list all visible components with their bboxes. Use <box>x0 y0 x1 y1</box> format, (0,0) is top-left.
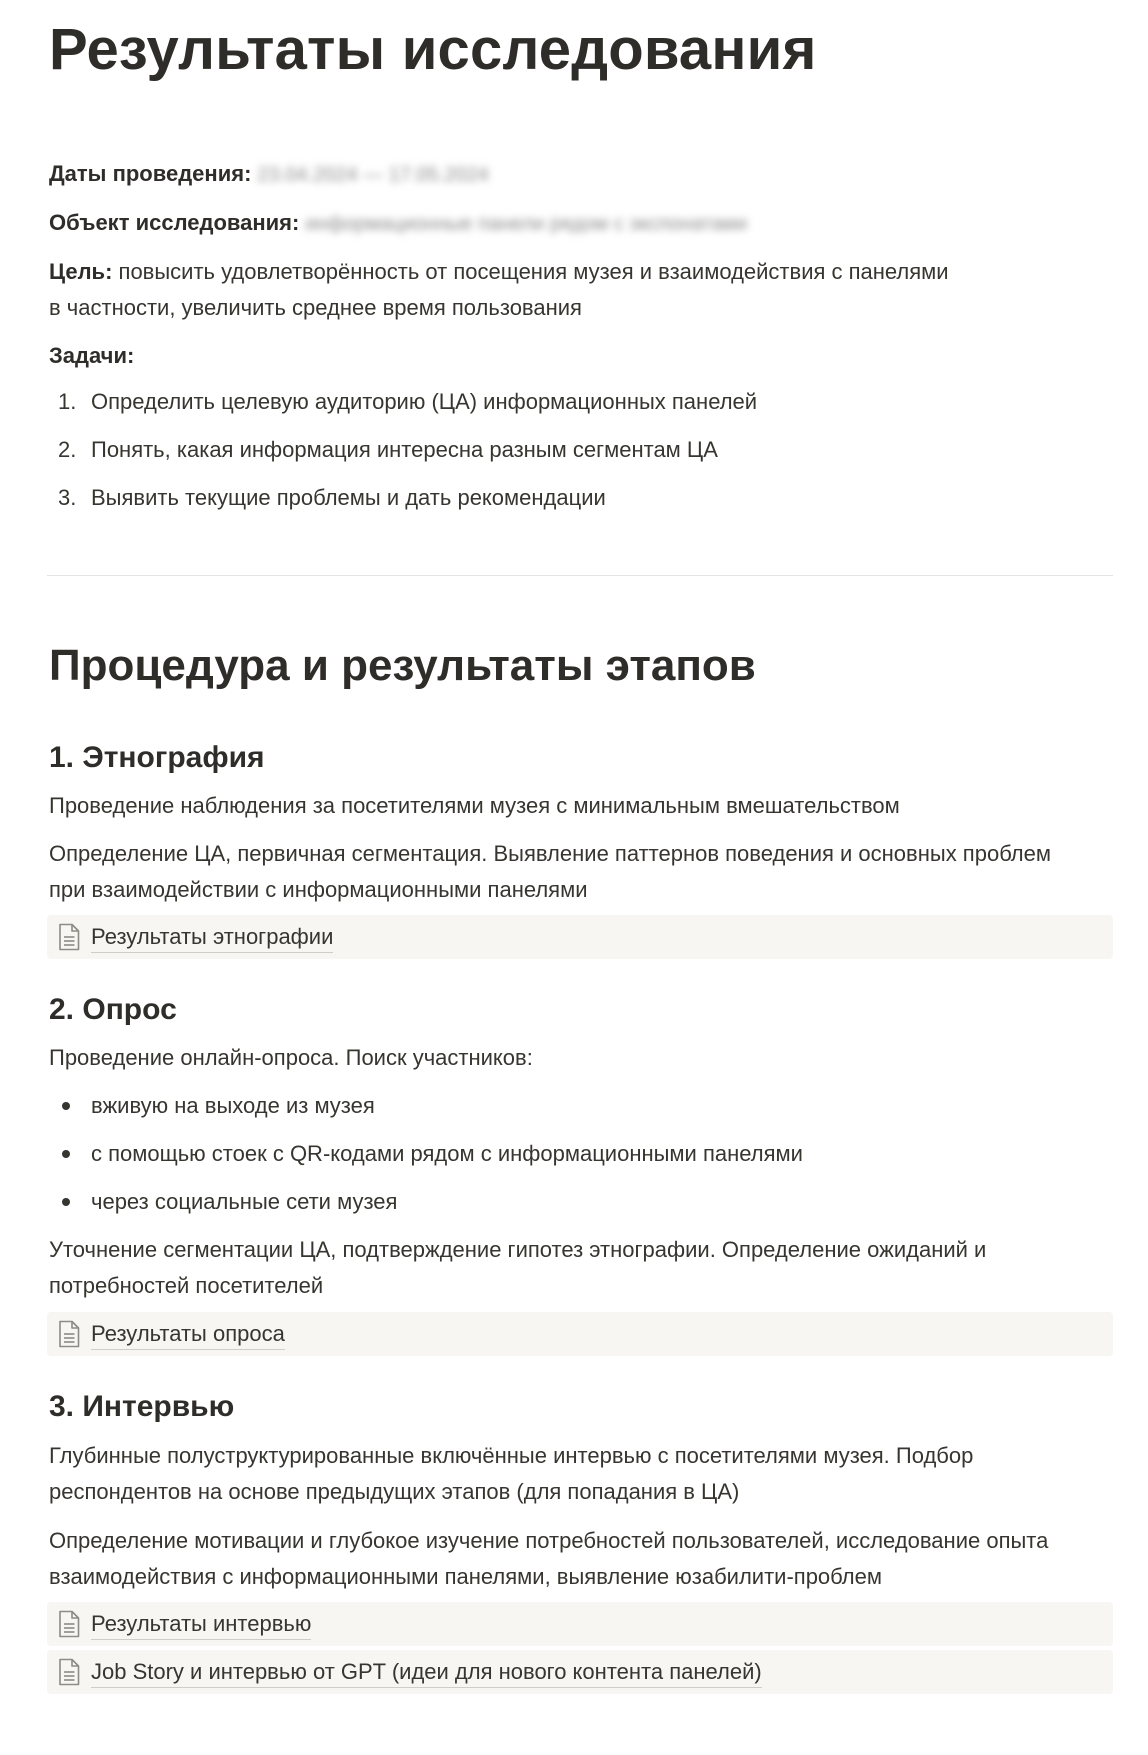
stage-survey-outcome: Уточнение сегментации ЦА, подтверждение гипотез этнографии. Определение ожиданий и потребностей посетителей <box>49 1237 987 1298</box>
object-value: информационные панели рядом с экспонатами <box>305 213 748 236</box>
list-item <box>49 384 1113 420</box>
list-item-text: через социальные сети музея <box>91 1189 398 1214</box>
page-icon <box>57 1658 81 1686</box>
tasks-list <box>49 384 1113 516</box>
interview-results-link[interactable] <box>47 1602 1113 1646</box>
list-item-text: Понять, какая информация интересна разным сегментам ЦА <box>91 437 718 463</box>
survey-channels-list <box>49 1088 803 1232</box>
link-label: Job Story и интервью от GPT (идеи для нового контента панелей) <box>91 1657 762 1688</box>
object-row <box>49 205 1113 242</box>
survey-results-link[interactable] <box>47 1312 1113 1356</box>
stage-ethnography-outcome: Определение ЦА, первичная сегментация. Выявление паттернов поведения и основных проблем при взаимодействии с информационными панелями <box>49 841 1051 902</box>
tasks-label: Задачи: <box>49 343 135 369</box>
page-icon <box>57 923 81 951</box>
list-item-text: с помощью стоек с QR-кодами рядом с информационными панелями <box>91 1141 803 1166</box>
stage-interview-title: 3. Интервью <box>49 1390 235 1423</box>
dates-label: Даты проведения: <box>49 161 252 186</box>
list-item-text: вживую на выходе из музея <box>91 1093 375 1118</box>
list-item <box>49 1136 803 1172</box>
dates-value: 23.04.2024 — 17.05.2024 <box>257 164 489 187</box>
link-label: Результаты этнографии <box>91 922 333 953</box>
divider <box>47 575 1113 576</box>
list-number: 1. <box>58 389 77 415</box>
link-label: Результаты интервью <box>91 1609 311 1640</box>
goal-value-line2: в частности, увеличить среднее время пользования <box>49 295 582 321</box>
stage-interview-outcome: Определение мотивации и глубокое изучение потребностей пользователей, исследование опыта взаимодействия с информационными панелями, выявление юзабилити-проблем <box>49 1528 1049 1589</box>
properties-block <box>49 156 1113 516</box>
page-icon <box>57 1320 81 1348</box>
page-title: Результаты исследования <box>49 17 817 82</box>
stage-survey-description: Проведение онлайн-опроса. Поиск участников: <box>49 1045 533 1070</box>
page-content <box>49 0 1113 528</box>
bullet-icon <box>62 1102 70 1110</box>
list-number: 3. <box>58 485 77 511</box>
tasks-row <box>49 338 1113 374</box>
dates-row <box>49 156 1113 193</box>
list-item-text: Выявить текущие проблемы и дать рекомендации <box>91 485 606 511</box>
link-label: Результаты опроса <box>91 1319 285 1350</box>
stage-ethnography-title: 1. Этнография <box>49 741 265 774</box>
stage-interview-description: Глубинные полуструктурированные включённые интервью с посетителями музея. Подбор респондентов на основе предыдущих этапов (для попадания в ЦА) <box>49 1443 974 1504</box>
bullet-icon <box>62 1150 70 1158</box>
bullet-icon <box>62 1198 70 1206</box>
section-title: Процедура и результаты этапов <box>49 641 756 690</box>
stage-survey-title: 2. Опрос <box>49 993 177 1026</box>
ethnography-results-link[interactable] <box>47 915 1113 959</box>
list-item <box>49 1088 803 1124</box>
list-item <box>49 1184 803 1220</box>
page-icon <box>57 1610 81 1638</box>
goal-label: Цель: <box>49 259 113 285</box>
stage-ethnography-description: Проведение наблюдения за посетителями музея с минимальным вмешательством <box>49 793 900 818</box>
list-item <box>49 480 1113 516</box>
object-label: Объект исследования: <box>49 210 300 236</box>
list-number: 2. <box>58 437 77 463</box>
list-item <box>49 432 1113 468</box>
goal-row <box>49 254 1113 326</box>
list-item-text: Определить целевую аудиторию (ЦА) информационных панелей <box>91 389 758 415</box>
job-story-gpt-link[interactable] <box>47 1650 1113 1694</box>
goal-value: повысить удовлетворённость от посещения музея и взаимодействия с панелями <box>118 259 949 285</box>
